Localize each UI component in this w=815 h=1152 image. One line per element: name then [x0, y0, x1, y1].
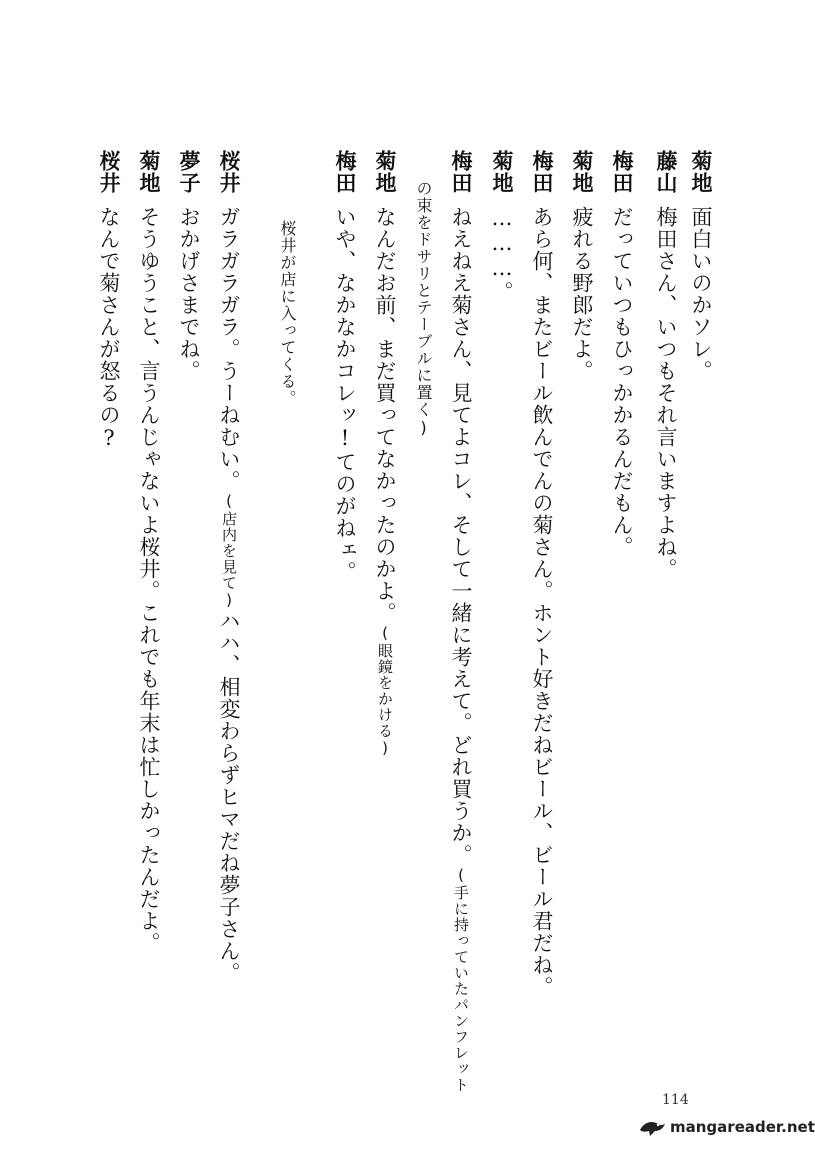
speaker-name: 藤山: [654, 150, 678, 194]
dialogue-line-6: [485, 150, 519, 1050]
watermark-text: mangareader.net: [670, 1118, 815, 1136]
dialogue-text: そうゆうこと、言うんじゃないよ桜井。これでも年末は忙しかったんだよ。: [137, 206, 161, 954]
speaker-name: 夢子: [177, 150, 201, 194]
speaker-name: 菊地: [137, 150, 161, 194]
dialogue-text: あら何、またビール飲んでんの菊さん。ホント好きだねビール、ビール君だね。: [530, 206, 554, 998]
speaker-name: 梅田: [530, 150, 554, 194]
stage-note-continuation: [408, 180, 438, 1060]
dialogue-text: 梅田さん、いつもそれ言いますよね。: [654, 206, 678, 580]
dialogue-line-7: [444, 150, 478, 1093]
dialogue-line-1: [684, 150, 718, 1050]
dialogue-text: 疲れる野郎だよ。: [570, 206, 594, 382]
dialogue-line-3: [605, 150, 639, 1050]
dialogue-text: おかげさまでね。: [177, 206, 201, 382]
dialogue-text: ガラガラガラ。うーねむい。: [217, 206, 241, 492]
dialogue-line-4: [565, 150, 599, 1050]
dialogue-text-continued: ハハ、相変わらずヒマだね夢子さん。: [217, 610, 241, 984]
dialogue-text: なんで菊さんが怒るの?: [97, 206, 121, 451]
speaker-name: 梅田: [333, 150, 357, 194]
bird-logo-icon: [638, 1116, 666, 1138]
speaker-name: 菊地: [373, 150, 397, 194]
stage-direction: [272, 220, 302, 1100]
speaker-name: 桜井: [97, 150, 121, 194]
speaker-name: 菊地: [570, 150, 594, 194]
dialogue-text: ねえねえ菊さん、見てよコレ、そして一緒に考えて。どれ買うか。: [449, 206, 473, 866]
dialogue-text: いや、なかなかコレッ!てのがねェ。: [333, 206, 357, 583]
page-number: 114: [662, 1092, 689, 1108]
stage-direction-text: 桜井が店に入ってくる。: [278, 220, 297, 407]
dialogue-line-9: [328, 150, 362, 1050]
dialogue-line-11: [172, 150, 206, 1050]
dialogue-text: だっていつもひっかかるんだもん。: [610, 206, 634, 558]
stage-note: (手に持っていたパンフレット: [452, 866, 470, 1093]
stage-note: (眼鏡をかける): [376, 624, 394, 758]
dialogue-text: 面白いのかソレ。: [689, 206, 713, 382]
dialogue-line-2: [649, 150, 683, 1050]
stage-note: (店内を見て): [220, 492, 238, 610]
dialogue-line-12: [132, 150, 166, 1050]
speaker-name: 菊地: [689, 150, 713, 194]
watermark: [638, 1112, 815, 1142]
dialogue-text: ………。: [490, 206, 514, 303]
dialogue-line-8: [368, 150, 402, 1050]
dialogue-text: なんだお前、まだ買ってなかったのかよ。: [373, 206, 397, 624]
speaker-name: 桜井: [217, 150, 241, 194]
dialogue-line-5: [525, 150, 559, 1050]
dialogue-line-10: [212, 150, 246, 1050]
speaker-name: 梅田: [449, 150, 473, 194]
dialogue-line-13: [92, 150, 126, 1050]
stage-note-text: の束をドサリとテーブルに置く): [414, 180, 433, 438]
speaker-name: 菊地: [490, 150, 514, 194]
speaker-name: 梅田: [610, 150, 634, 194]
